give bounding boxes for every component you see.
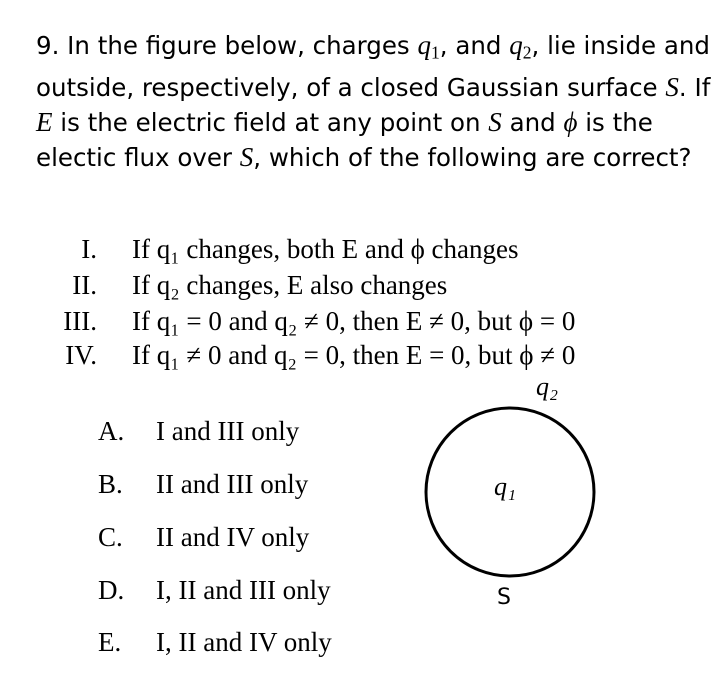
- option-text: II and IV only: [156, 522, 310, 552]
- option-text: I and III only: [156, 416, 300, 446]
- option-letter: D.: [98, 575, 125, 605]
- statement-text: If q₁ = 0 and q₂ ≠ 0, then E ≠ 0, but ϕ = 0: [132, 306, 576, 336]
- statement-number: I.: [81, 234, 97, 264]
- option-letter: E.: [98, 627, 122, 657]
- charge-q1-label: q₁: [494, 472, 517, 501]
- option-text: I, II and IV only: [156, 627, 332, 657]
- option-letter: C.: [98, 522, 123, 552]
- statement-text: If q₁ ≠ 0 and q₂ = 0, then E = 0, but ϕ ≠ 0: [132, 340, 576, 370]
- statement-text: If q₁ changes, both E and ϕ changes: [132, 234, 519, 264]
- option-text: I, II and III only: [156, 575, 331, 605]
- charge-q2-label: q₂: [536, 372, 559, 401]
- surface-s-label: S: [497, 585, 511, 610]
- option-letter: A.: [98, 416, 125, 446]
- question-text: 9. In the figure below, charges $q_1$, and $q_2$, lie inside and outside, respectively, of a closed Gaussian surface S. If E is the electric field at any point on S and ϕ is the electic flux over S, which of the following are correct?: [36, 30, 711, 173]
- option-text: II and III only: [156, 469, 309, 499]
- option-letter: B.: [98, 469, 123, 499]
- statement-text: If q₂ changes, E also changes: [132, 270, 448, 300]
- statement-number: IV.: [65, 340, 97, 370]
- statement-number: II.: [72, 270, 97, 300]
- statement-number: III.: [63, 306, 97, 336]
